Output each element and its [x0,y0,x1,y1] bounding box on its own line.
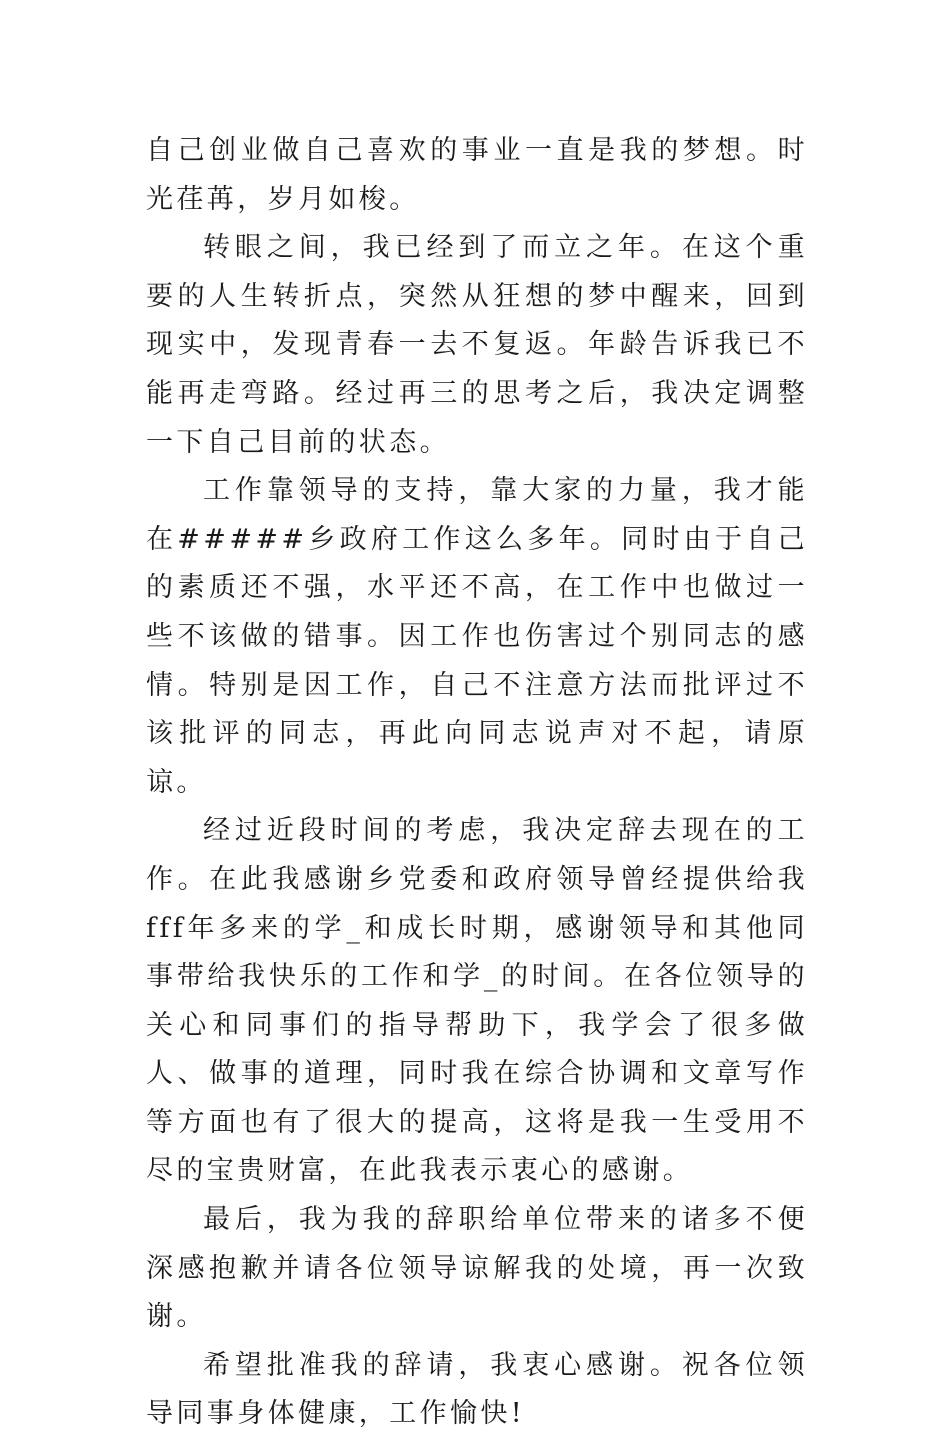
paragraph-3: 工作靠领导的支持，靠大家的力量，我才能在#####乡政府工作这么多年。同时由于自己的素质还不强，水平还不高，在工作中也做过一些不该做的错事。因工作也伤害过个别同志的感情。特别是因工作，自己不注意方法而批评过不该批评的同志，再此向同志说声对不起，请原谅。 [146,475,808,798]
paragraph-6: 希望批准我的辞请，我衷心感谢。祝各位领导同事身体健康，工作愉快! [146,1349,808,1430]
paragraph-4: 经过近段时间的考虑，我决定辞去现在的工作。在此我感谢乡党委和政府领导曾经提供给我fff年多来的学_和成长时期，感谢领导和其他同事带给我快乐的工作和学_的时间。在各位领导的关心和同事们的指导帮助下，我学会了很多做人、做事的道理，同时我在综合协调和文章写作等方面也有了很大的提高，这将是我一生受用不尽的宝贵财富，在此我表示衷心的感谢。 [146,815,808,1187]
paragraph-1: 自己创业做自己喜欢的事业一直是我的梦想。时光荏苒，岁月如梭。 [146,135,808,215]
paragraph-2: 转眼之间，我已经到了而立之年。在这个重要的人生转折点，突然从狂想的梦中醒来，回到现实中，发现青春一去不复返。年龄告诉我已不能再走弯路。经过再三的思考之后，我决定调整一下自己目前的状态。 [146,232,808,458]
paragraph-5: 最后，我为我的辞职给单位带来的诸多不便深感抱歉并请各位领导谅解我的处境，再一次致谢。 [146,1204,808,1333]
document-body [146,127,808,1439]
